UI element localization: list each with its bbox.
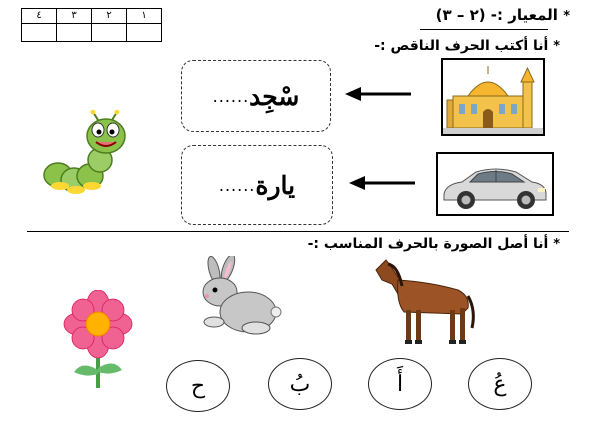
missing-letter-dots: ...... xyxy=(218,175,256,195)
mosque-picture-frame xyxy=(441,58,545,136)
letter-label: عُ xyxy=(493,371,507,397)
criterion-heading xyxy=(436,6,570,24)
letter-label: بُ xyxy=(289,371,311,397)
rubric-cell[interactable] xyxy=(92,24,127,42)
section1-instruction-row xyxy=(374,38,560,54)
rubric-number: ٤ xyxy=(22,9,57,24)
rubric-cell[interactable] xyxy=(22,24,57,42)
rubric-number: ٢ xyxy=(92,9,127,24)
letter-label: أَ xyxy=(396,371,404,397)
section-divider xyxy=(27,231,569,232)
horse-icon xyxy=(370,256,478,348)
rubric-cell[interactable] xyxy=(57,24,92,42)
rubric-number: ١ xyxy=(127,9,162,24)
section1-instruction: أنا أكتب الحرف الناقص :- xyxy=(374,38,549,54)
missing-letter-dots: ...... xyxy=(212,86,250,106)
car-picture-frame xyxy=(436,152,554,216)
car-icon xyxy=(438,154,552,214)
caterpillar-icon xyxy=(38,110,138,200)
star-bullet: * xyxy=(553,237,560,252)
rubric-number: ٣ xyxy=(57,9,92,24)
letter-circle-ha[interactable] xyxy=(166,360,230,412)
arrow-left-icon xyxy=(349,175,417,195)
rubric-table xyxy=(21,8,162,42)
rabbit-icon xyxy=(190,256,282,338)
letter-circle-ain[interactable] xyxy=(468,358,532,410)
star-bullet: * xyxy=(553,39,560,54)
arrow-left-icon xyxy=(345,86,413,106)
letter-label: ح xyxy=(190,373,206,399)
criterion-title: المعيار :- (٢ – ٣) xyxy=(435,6,558,24)
flower-icon xyxy=(56,290,140,390)
word-box-2[interactable] xyxy=(181,145,333,225)
word-box-1[interactable] xyxy=(181,60,331,132)
section2-instruction-row xyxy=(308,236,560,252)
mosque-icon xyxy=(443,60,543,134)
letter-circle-ba[interactable] xyxy=(268,358,332,410)
rubric-cell[interactable] xyxy=(127,24,162,42)
section2-instruction: أنا أصل الصورة بالحرف المناسب :- xyxy=(307,236,549,252)
letter-circle-alif[interactable] xyxy=(368,358,432,410)
word-text: سْجِد xyxy=(249,81,300,111)
star-bullet: * xyxy=(563,9,570,24)
title-underline xyxy=(420,29,548,30)
word-text: يارة xyxy=(255,170,296,200)
